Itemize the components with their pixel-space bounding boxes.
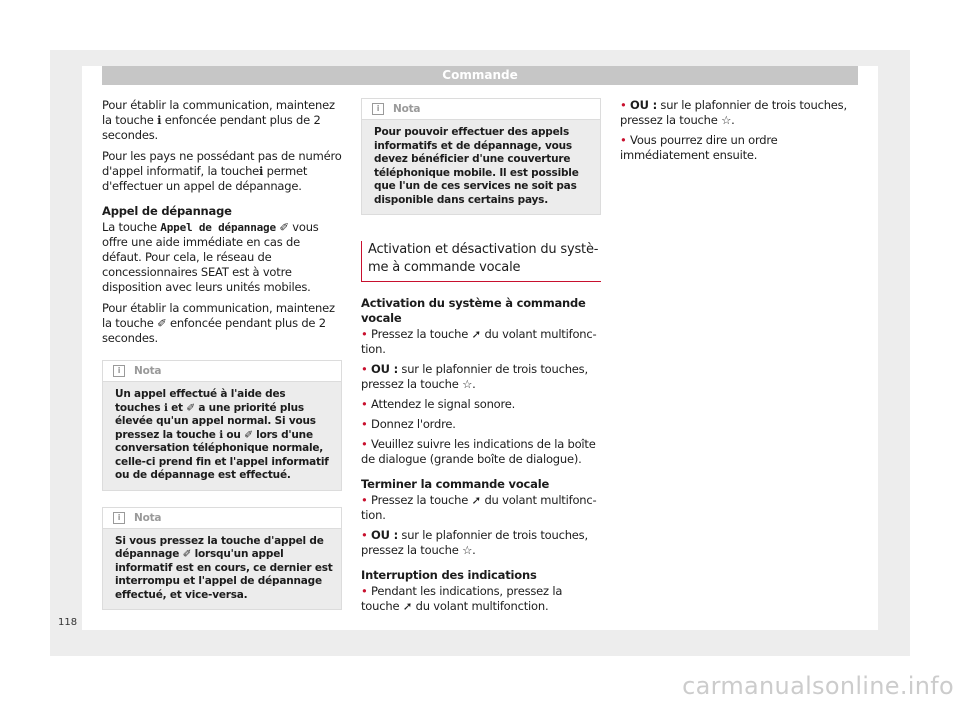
column-right [620,98,860,168]
note-box [102,507,342,611]
note-label: Nota [393,103,421,115]
list-item [361,327,601,357]
note-text: Un appel effectué à l'aide des touches ℹ et ✐ a une priorité plus élevée qu'un appel normal. Si vous pressez la touche ℹ ou ✐ lors d'une conversation téléphonique normale, celle-ci prend fin et l'appel informatif ou de dépannage est effectué. [115,388,329,481]
note-header [103,508,341,529]
paragraph [102,220,342,295]
text: sur le plafonnier de trois touches, pressez la touche ☆. [620,98,847,127]
subheading: Activation du système à commande vocale [361,296,586,325]
note-text: Pour pouvoir effectuer des appels informatifs et de dépannage, vous devez bénéficier d'une couverture téléphonique mobile. Il est possible que l'un de ces services ne soit pas disponible dans certains pays. [374,126,579,206]
text: Veuillez suivre les indications de la boîte de dialogue (grande boîte de dialogue). [361,437,596,466]
emphasis: OU : [630,98,657,112]
column-left [102,98,342,616]
text: Attendez le signal sonore. [371,397,516,411]
text: La touche [102,220,161,234]
bullet-icon: • [361,437,372,451]
note-box [102,360,342,491]
page-number: 118 [58,617,78,628]
key-label: Appel de dépannage [160,221,276,234]
list-item [361,528,601,558]
list-item [361,362,601,392]
bullet-icon: • [361,327,372,341]
text: sur le plafonnier de trois touches, pressez la touche ☆. [361,362,588,391]
emphasis: OU : [371,362,398,376]
bullet-icon: • [620,98,631,112]
text: ✐ vous offre une aide immédiate en cas de défaut. Pour cela, le réseau de concessionnaires SEAT est à votre disposition avec leurs unités mobiles. [102,220,319,294]
list-item [620,98,860,128]
list-item [361,493,601,523]
list-item [361,417,601,432]
info-icon: i [113,365,125,377]
note-header [103,361,341,382]
text: Vous pourrez dire un ordre immédiatement ensuite. [620,133,778,162]
bullet-icon: • [361,493,372,507]
watermark: carmanualsonline.info [682,672,954,700]
note-box [361,98,601,215]
text: sur le plafonnier de trois touches, pressez la touche ☆. [361,528,588,557]
subheading: Interruption des indications [361,568,537,582]
section-header: Commande [102,66,858,85]
subheading: Appel de dépannage [102,204,232,218]
bullet-icon: • [620,133,631,147]
note-label: Nota [134,511,162,524]
list-item [361,437,601,467]
list-item [361,397,601,412]
text: Pressez la touche ➚ du volant multifonction. [361,493,597,522]
bullet-icon: • [361,528,372,542]
text: Pendant les indications, pressez la touche ➚ du volant multifonction. [361,584,563,613]
text: Pressez la touche ➚ du volant multifonction. [361,327,597,356]
list-item [361,584,601,614]
info-icon: i [372,103,384,115]
text: Donnez l'ordre. [371,417,456,431]
note-header [362,99,600,120]
bullet-icon: • [361,397,372,411]
paragraph: Pour établir la communication, maintenez la touche ✐ enfoncée pendant plus de 2 secondes. [102,301,335,345]
note-label: Nota [134,365,162,377]
list-item [620,133,860,163]
subheading: Terminer la commande vocale [361,477,550,491]
paragraph: Pour les pays ne possédant pas de numéro d'appel informatif, la toucheℹ permet d'effectuer un appel de dépannage. [102,149,342,193]
bullet-icon: • [361,417,372,431]
bullet-icon: • [361,584,372,598]
note-text: Si vous pressez la touche d'appel de dépannage ✐ lorsqu'un appel informatif est en cours, ce dernier est interrompu et l'appel de dépannage effectué, et vice-versa. [115,534,333,601]
emphasis: OU : [371,528,398,542]
section-title: Activation et désactivation du système à commande vocale [361,241,601,282]
paragraph: Pour établir la communication, maintenez la touche ℹ enfoncée pendant plus de 2 secondes. [102,98,335,142]
bullet-icon: • [361,362,372,376]
info-icon: i [113,512,125,524]
column-middle [361,98,601,619]
